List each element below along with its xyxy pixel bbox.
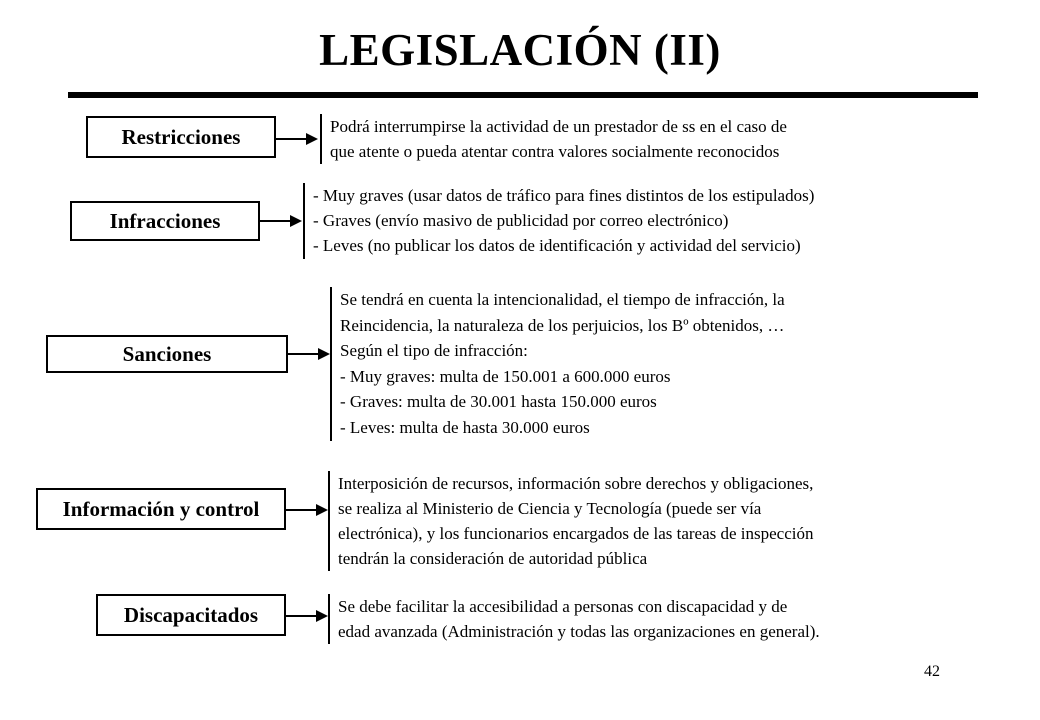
sanciones-text [330,287,785,441]
arrow-right-icon [286,502,330,518]
text-line: Reincidencia, la naturaleza de los perjuicios, los Bº obtenidos, … [340,315,785,335]
box-label: Discapacitados [123,602,259,627]
text-line: - Muy graves (usar datos de tráfico para fines distintos de los estipulados) [313,186,815,205]
box-infracciones [70,201,260,241]
box-discapacitados [96,594,286,636]
text-line: se realiza al Ministerio de Ciencia y Tecnología (puede ser vía [338,499,762,518]
slide-title: LEGISLACIÓN (II) [319,25,721,75]
text-line: que atente o pueda atentar contra valores socialmente reconocidos [330,142,780,161]
box-sanciones [46,335,288,373]
text-line: - Muy graves: multa de 150.001 a 600.000 euros [340,366,671,386]
text-line: Se debe facilitar la accesibilidad a personas con discapacidad y de [338,597,788,616]
box-label: Restricciones [121,124,241,149]
discapacitados-text [328,594,820,644]
box-label: Infracciones [109,208,221,233]
infracciones-text [303,183,814,259]
text-line: - Leves: multa de hasta 30.000 euros [340,417,590,437]
text-line: - Graves (envío masivo de publicidad por correo electrónico) [313,211,729,230]
box-informacion-control [36,488,286,530]
page-number: 42 [924,663,940,680]
restricciones-text [320,114,787,164]
text-line: tendrán la consideración de autoridad pública [338,549,648,568]
text-line: electrónica), y los funcionarios encargados de las tareas de inspección [338,524,814,543]
arrow-right-icon [288,346,332,362]
text-line: - Graves: multa de 30.001 hasta 150.000 euros [340,392,657,412]
text-line: Interposición de recursos, información sobre derechos y obligaciones, [338,474,814,493]
arrow-right-icon [286,608,330,624]
box-restricciones [86,116,276,158]
text-line: - Leves (no publicar los datos de identificación y actividad del servicio) [313,236,801,255]
text-line: Podrá interrumpirse la actividad de un prestador de ss en el caso de [330,117,787,136]
arrow-right-icon [276,131,320,147]
text-line: edad avanzada (Administración y todas las organizaciones en general). [338,622,820,641]
text-line: Según el tipo de infracción: [340,341,528,361]
box-label: Sanciones [122,341,212,366]
text-line: Se tendrá en cuenta la intencionalidad, el tiempo de infracción, la [340,290,785,309]
informacion-control-text [328,471,814,571]
title-underline [68,92,978,98]
arrow-right-icon [260,213,304,229]
box-label: Información y control [62,496,260,521]
